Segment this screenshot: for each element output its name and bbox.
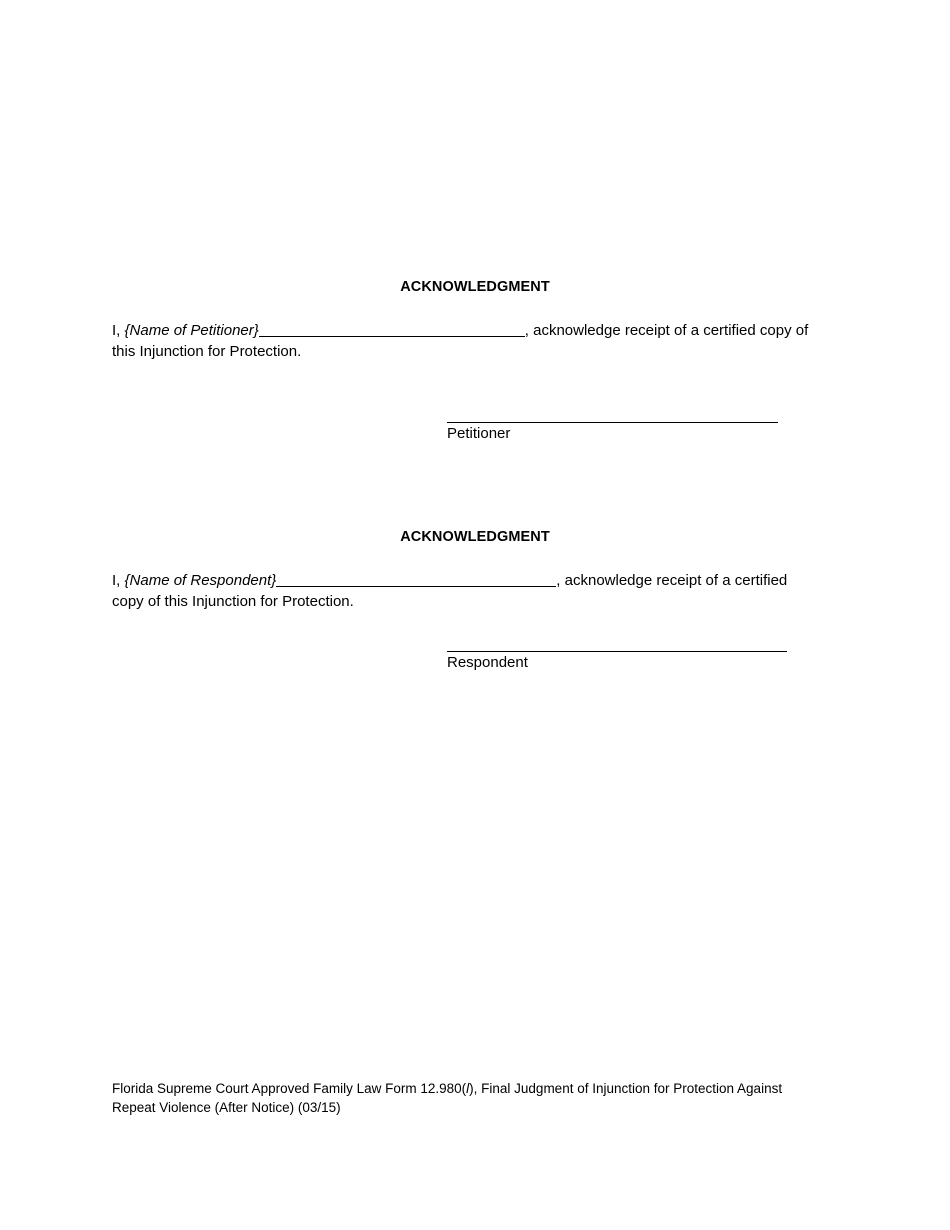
petitioner-acknowledge-text: , acknowledge receipt of a certified copy of	[524, 322, 809, 339]
respondent-acknowledgment-heading: ACKNOWLEDGMENT	[400, 529, 550, 545]
respondent-acknowledge-text-line2: copy of this Injunction for Protection.	[112, 593, 354, 610]
petitioner-acknowledgment-paragraph	[112, 320, 842, 362]
respondent-acknowledge-text: , acknowledge receipt of a certified	[556, 572, 788, 589]
petitioner-name-field[interactable]	[259, 322, 525, 337]
footer-form-prefix: Florida Supreme Court Approved Family Law Form 12.980(	[112, 1081, 467, 1096]
petitioner-signature-label: Petitioner	[447, 425, 511, 442]
respondent-prefix: I,	[112, 572, 125, 589]
footer-form-letter: l	[466, 1081, 470, 1096]
respondent-signature-label: Respondent	[447, 654, 528, 671]
respondent-name-placeholder: {Name of Respondent}	[124, 572, 277, 589]
respondent-name-field[interactable]	[276, 572, 556, 587]
form-footer	[112, 1079, 852, 1117]
footer-form-suffix: ), Final Judgment of Injunction for Protection Against	[469, 1081, 783, 1096]
footer-line2: Repeat Violence (After Notice) (03/15)	[112, 1100, 341, 1115]
petitioner-acknowledge-text-line2: this Injunction for Protection.	[112, 343, 302, 360]
petitioner-acknowledgment-heading: ACKNOWLEDGMENT	[400, 279, 550, 295]
petitioner-prefix: I,	[112, 322, 125, 339]
respondent-signature-line[interactable]	[447, 651, 787, 652]
petitioner-name-placeholder: {Name of Petitioner}	[124, 322, 259, 339]
respondent-acknowledgment-paragraph	[112, 570, 842, 612]
petitioner-signature-line[interactable]	[447, 422, 778, 423]
